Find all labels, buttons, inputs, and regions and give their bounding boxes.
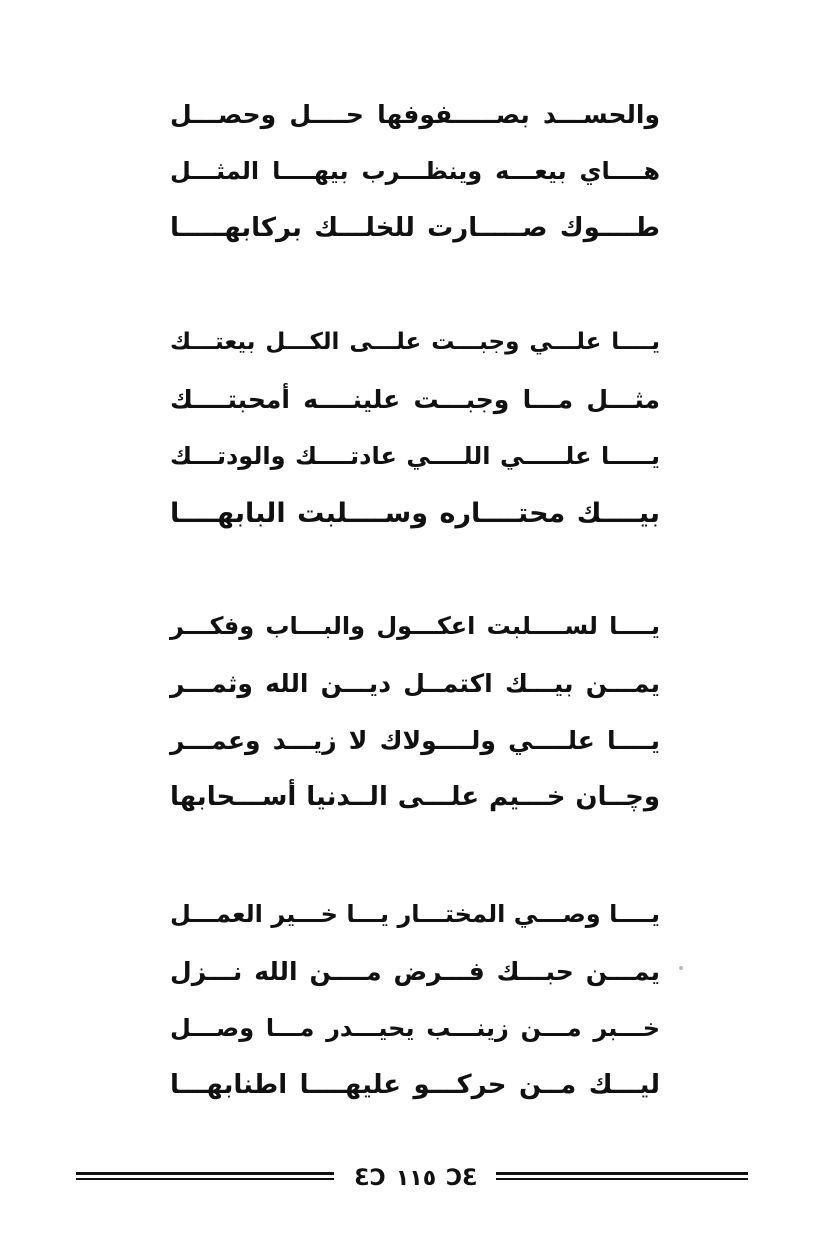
- page-number: ١١٥: [395, 1166, 437, 1191]
- verse-line: مثـــل مـــا وجبـــت علينــــه أمحبتــــك: [170, 385, 660, 414]
- ornament-left-icon: ƐƆ: [354, 1166, 386, 1191]
- scan-speck: [679, 966, 683, 970]
- stanza-2: [170, 314, 660, 542]
- verse-line: يمـــن بيـــك اكتمــل ديـــن الله وثمـــر: [170, 669, 660, 698]
- stanza-3: [170, 598, 660, 826]
- verse-line: طــــوك صـــــارت للخلـــك بركابهـــــا: [170, 213, 660, 243]
- verse-line: خـــبر مـــن زينـــب يحيـــدر مـــا وصـــل: [170, 1014, 660, 1042]
- verse-line: يمـــن حبـــك فـــرض مــــن الله نـــزل: [170, 957, 660, 986]
- footer-rule-left: [76, 1172, 334, 1182]
- verse-line: وچــان خـــيم علـــى الــدنيا أســـحابها: [170, 782, 660, 812]
- verse-line: بيــــك محتــــاره وســــلبت البابهــــا: [170, 498, 660, 529]
- stanza-4: [170, 886, 660, 1114]
- verse-line: يــــا لســــلبت اعكـــول والبـــاب وفكـــر: [170, 612, 660, 640]
- page-footer: [76, 1162, 748, 1198]
- ornament-right-icon: ƆƐ: [446, 1166, 478, 1191]
- verse-line: يــــا علـــي وجبـــت علـــى الكـــل بيعتـــك: [170, 329, 660, 355]
- verse-line: يــــا وصـــي المختـــار يـــا خـــير العمـــل: [170, 900, 660, 928]
- verse-line: ليـــك مــن حركـــو عليهــــا اطنابهـــا: [170, 1070, 660, 1100]
- verse-line: هــــاي بيعـــه وينظـــرب بيهــــا المثـــل: [170, 157, 660, 185]
- page-number-group: [346, 1162, 486, 1198]
- stanza-1: [170, 86, 660, 257]
- verse-line: يــــا علــــي ولــــولاك لا زيـــد وعمـــر: [170, 726, 660, 755]
- verse-line: يـــــا علـــــي اللــــي عادتــــك والودتـــك: [170, 442, 660, 470]
- verse-line: والحســـد بصـــــفوفها حــــل وحصـــل: [170, 100, 660, 129]
- footer-rule-right: [496, 1172, 748, 1182]
